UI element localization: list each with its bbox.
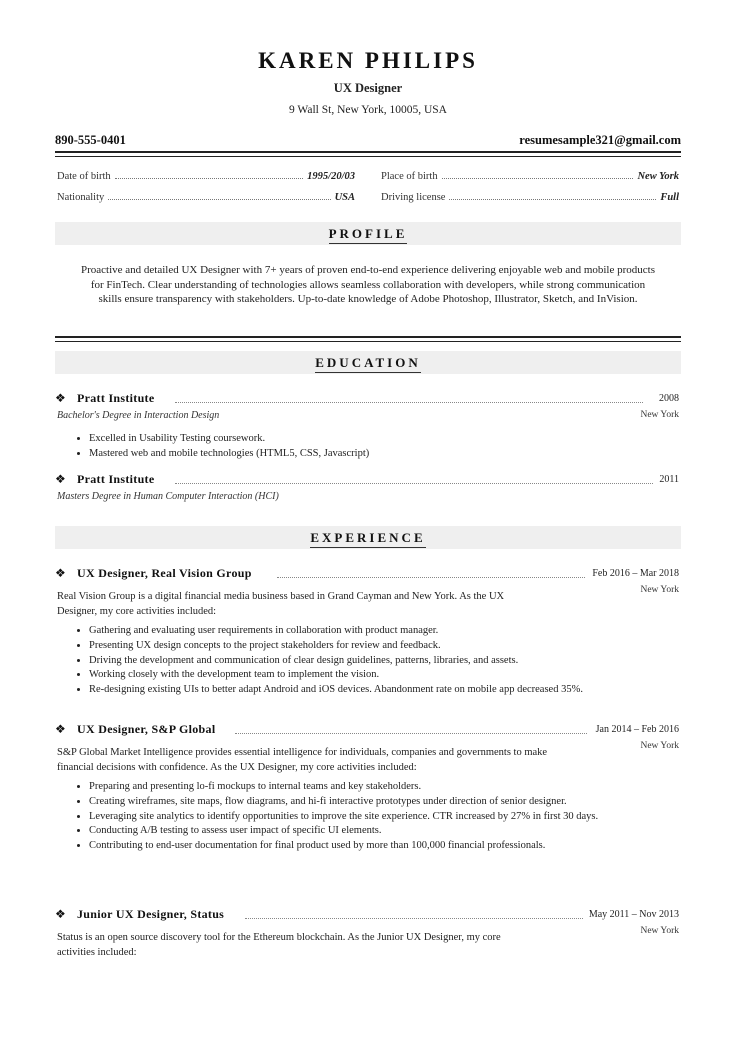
education-heading: EDUCATION — [315, 355, 421, 373]
list-item: • Re-designing existing UIs to better adapt Android and iOS devices. Abandonment rate on mobile app decreased 35%. — [89, 683, 599, 698]
job-position: Junior UX Designer, Status — [77, 907, 225, 921]
school-name: Pratt Institute — [77, 391, 155, 405]
dot-leader — [175, 402, 643, 403]
email-address: resumesample321@gmail.com — [519, 133, 681, 147]
education-section-header — [55, 351, 681, 374]
dot-leader — [245, 918, 583, 919]
list-item: • Excelled in Usability Testing coursework. — [89, 432, 609, 447]
pob-label: Place of birth — [381, 171, 438, 182]
graduation-year: 2011 — [659, 474, 679, 485]
list-item: • Presenting UX design concepts to the project stakeholders for review and feedback. — [89, 639, 599, 654]
education-highlights — [57, 432, 609, 462]
experience-heading: EXPERIENCE — [310, 530, 425, 548]
experience-entry-header — [55, 907, 681, 923]
degree: Bachelor's Degree in Interaction Design — [57, 410, 220, 421]
list-item: • Leveraging site analytics to identify opportunities to improve the site experience. CTR increased by 27% in first 30 days. — [89, 810, 599, 825]
job-location: New York — [640, 585, 679, 595]
list-item: • Preparing and presenting lo-fi mockups to internal teams and key stakeholders. — [89, 780, 599, 795]
pob-value: New York — [637, 171, 679, 182]
profile-heading: PROFILE — [329, 226, 408, 244]
job-title: UX Designer — [333, 81, 403, 95]
diamond-bullet-icon: ❖ — [55, 472, 66, 486]
dot-leader — [108, 192, 330, 200]
dot-leader — [115, 171, 304, 179]
dob-label: Date of birth — [57, 171, 111, 182]
profile-summary: Proactive and detailed UX Designer with 7+ years of proven end-to-end experience delivering enjoyable web and mobile products for FinTech. Clear understanding of technologies allows seamless collaboration with developers, while strong communication skills ensure transparency with stakeholders. Up-to-date knowledge of Adobe Photoshop, Illustrator, Sketch, and InVision. — [80, 264, 656, 306]
diamond-bullet-icon: ❖ — [55, 391, 66, 405]
license-row — [381, 192, 679, 203]
list-item: • Creating wireframes, site maps, flow diagrams, and hi-fi interactive prototypes under direction of senior designer. — [89, 795, 599, 810]
dot-leader — [277, 577, 585, 578]
degree: Masters Degree in Human Computer Interaction (HCI) — [57, 491, 279, 502]
school-location: New York — [640, 410, 679, 420]
list-item: • Driving the development and communication of clear design guidelines, patterns, libraries, and assets. — [89, 654, 599, 669]
nationality-label: Nationality — [57, 192, 105, 203]
dot-leader — [449, 192, 656, 200]
education-entry-header — [55, 391, 681, 407]
license-label: Driving license — [381, 192, 446, 203]
pob-row — [381, 171, 679, 182]
job-description: S&P Global Market Intelligence provides essential intelligence for individuals, companies and governments to make financial decisions with confidence. As the UX Designer, my core activities included: — [57, 747, 548, 773]
job-responsibilities — [57, 624, 599, 698]
list-item: • Conducting A/B testing to assess user impact of specific UI elements. — [89, 824, 599, 839]
phone-number: 890-555-0401 — [55, 133, 126, 147]
list-item: • Contributing to end-user documentation for final product used by more than 100,000 financial professionals. — [89, 839, 599, 854]
education-entry-header — [55, 472, 681, 488]
job-dates: Feb 2016 – Mar 2018 — [592, 568, 679, 579]
job-dates: May 2011 – Nov 2013 — [588, 909, 679, 920]
nationality-row — [57, 192, 355, 203]
header-divider — [55, 151, 681, 157]
candidate-name: KAREN PHILIPS — [258, 48, 478, 73]
dot-leader — [175, 483, 653, 484]
graduation-year: 2008 — [659, 393, 679, 404]
job-position: UX Designer, S&P Global — [77, 722, 216, 736]
nationality-value: USA — [334, 192, 355, 203]
experience-section-header — [55, 526, 681, 549]
job-responsibilities — [57, 780, 599, 854]
diamond-bullet-icon: ❖ — [55, 566, 66, 580]
job-location: New York — [640, 741, 679, 751]
job-description: Status is an open source discovery tool for the Ethereum blockchain. As the Junior UX Designer, my core activities included: — [57, 932, 501, 958]
diamond-bullet-icon: ❖ — [55, 722, 66, 736]
job-location: New York — [640, 926, 679, 936]
school-name: Pratt Institute — [77, 472, 155, 486]
dob-row — [57, 171, 355, 182]
license-value: Full — [660, 192, 679, 203]
job-description: Real Vision Group is a digital financial media business based in Grand Cayman and New York. As the UX Designer, my core activities included: — [57, 591, 505, 617]
diamond-bullet-icon: ❖ — [55, 907, 66, 921]
experience-entry-header — [55, 722, 681, 738]
list-item: • Working closely with the development team to implement the vision. — [89, 668, 599, 683]
profile-divider — [55, 336, 681, 342]
profile-section-header — [55, 222, 681, 245]
job-dates: Jan 2014 – Feb 2016 — [595, 724, 679, 735]
list-item: • Gathering and evaluating user requirements in collaboration with product manager. — [89, 624, 599, 639]
address: 9 Wall St, New York, 10005, USA — [289, 104, 447, 116]
dot-leader — [442, 171, 634, 179]
list-item: • Mastered web and mobile technologies (HTML5, CSS, Javascript) — [89, 447, 609, 462]
experience-entry-header — [55, 566, 681, 582]
dot-leader — [235, 733, 587, 734]
dob-value: 1995/20/03 — [307, 171, 355, 182]
job-position: UX Designer, Real Vision Group — [77, 566, 252, 580]
